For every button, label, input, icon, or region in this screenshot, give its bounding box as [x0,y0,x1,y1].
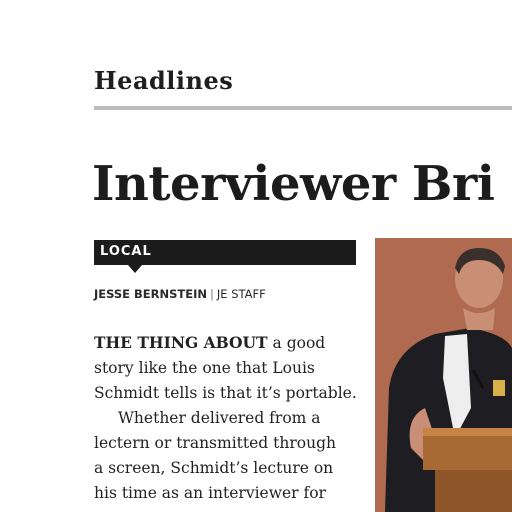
category-label: LOCAL [100,244,152,259]
body-line [94,330,356,356]
body-line: Whether delivered from a [118,409,321,427]
body-line: his time as an interviewer for [94,484,326,502]
section-divider [94,106,512,110]
speaker-photo[interactable] [375,238,512,512]
article-headline: Interviewer Bri [92,156,495,212]
byline-separator: | [210,287,214,301]
paragraph-2 [94,406,356,506]
tag-pointer [128,265,142,273]
lead-in: THE THING ABOUT [94,333,268,352]
article-body [94,330,356,506]
category-tag[interactable] [94,240,356,265]
speaker-illustration [375,238,512,512]
section-title-text: Headlines [94,66,234,95]
body-line: a screen, Schmidt’s lecture on [94,459,334,477]
lead-in-rest: a good [267,334,326,352]
author-name[interactable]: JESSE BERNSTEIN [94,287,208,301]
section-title [94,66,233,95]
body-line: story like the one that Louis [94,359,315,377]
body-line: lectern or transmitted through [94,434,336,452]
byline [94,287,266,301]
paragraph-1 [94,330,356,406]
body-line: Schmidt tells is that it’s portable. [94,384,357,402]
author-affiliation: JE STAFF [216,287,266,301]
